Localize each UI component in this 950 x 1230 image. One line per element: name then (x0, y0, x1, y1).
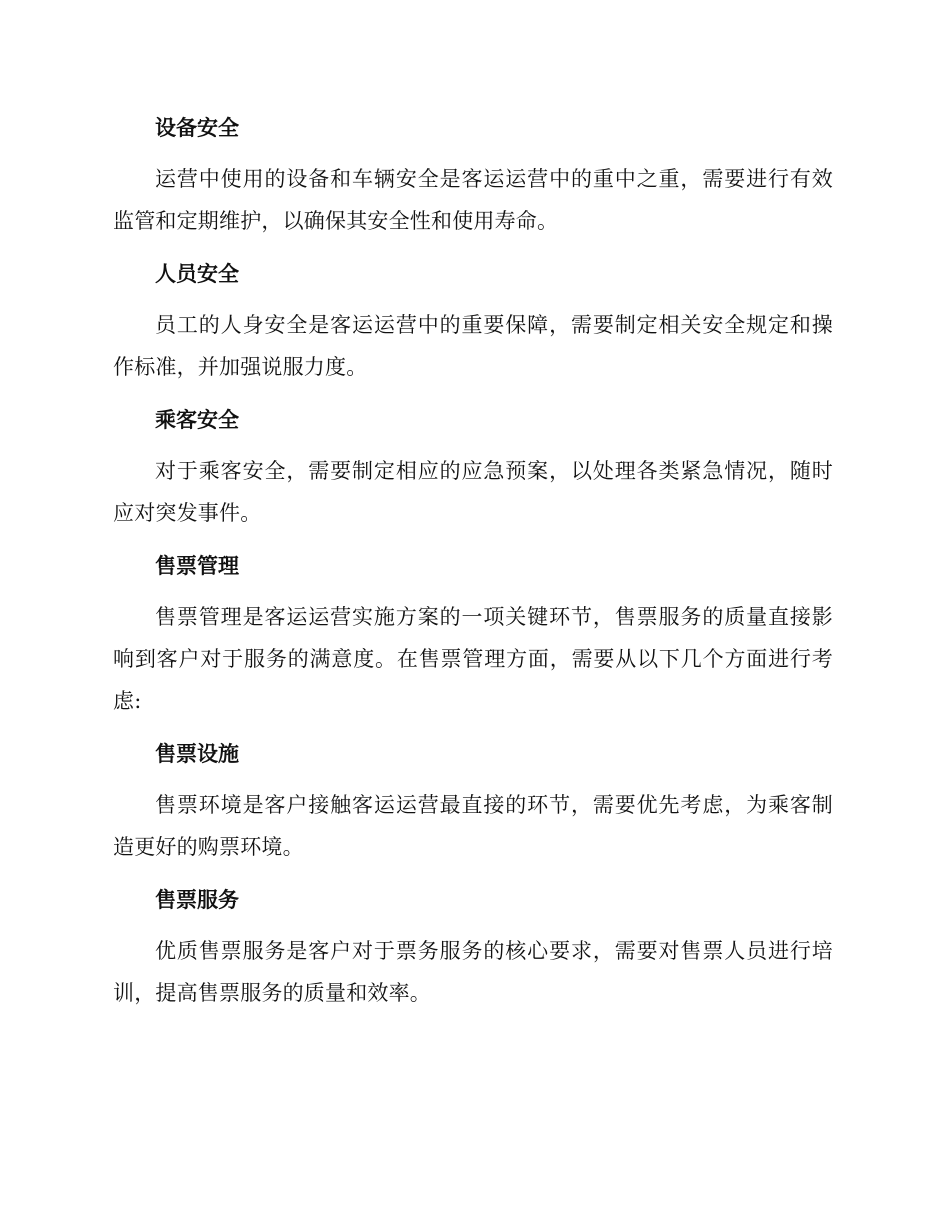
section-heading: 人员安全 (155, 262, 239, 286)
section-paragraph: 运营中使用的设备和车辆安全是客运运营中的重中之重，需要进行有效监管和定期维护，以确保其安全性和使用寿命。 (113, 167, 833, 233)
section-paragraph: 员工的人身安全是客运运营中的重要保障，需要制定相关安全规定和操作标准，并加强说服力度。 (113, 313, 833, 379)
section-heading: 设备安全 (155, 116, 239, 140)
section-heading: 售票管理 (155, 554, 239, 578)
section-paragraph: 售票管理是客运运营实施方案的一项关键环节，售票服务的质量直接影响到客户对于服务的满意度。在售票管理方面，需要从以下几个方面进行考虑: (113, 605, 833, 713)
section-paragraph: 优质售票服务是客户对于票务服务的核心要求，需要对售票人员进行培训，提高售票服务的质量和效率。 (113, 939, 833, 1005)
section-ticket-facilities (113, 734, 833, 868)
section-heading: 售票设施 (155, 742, 239, 766)
section-heading: 乘客安全 (155, 408, 239, 432)
section-heading: 售票服务 (155, 888, 239, 912)
section-ticket-service (113, 880, 833, 1014)
document-body (113, 108, 833, 1026)
section-equipment-safety (113, 108, 833, 242)
section-ticket-management (113, 546, 833, 722)
section-passenger-safety (113, 400, 833, 534)
section-paragraph: 售票环境是客户接触客运运营最直接的环节，需要优先考虑，为乘客制造更好的购票环境。 (113, 793, 833, 859)
section-personnel-safety (113, 254, 833, 388)
section-paragraph: 对于乘客安全，需要制定相应的应急预案，以处理各类紧急情况，随时应对突发事件。 (113, 459, 833, 525)
